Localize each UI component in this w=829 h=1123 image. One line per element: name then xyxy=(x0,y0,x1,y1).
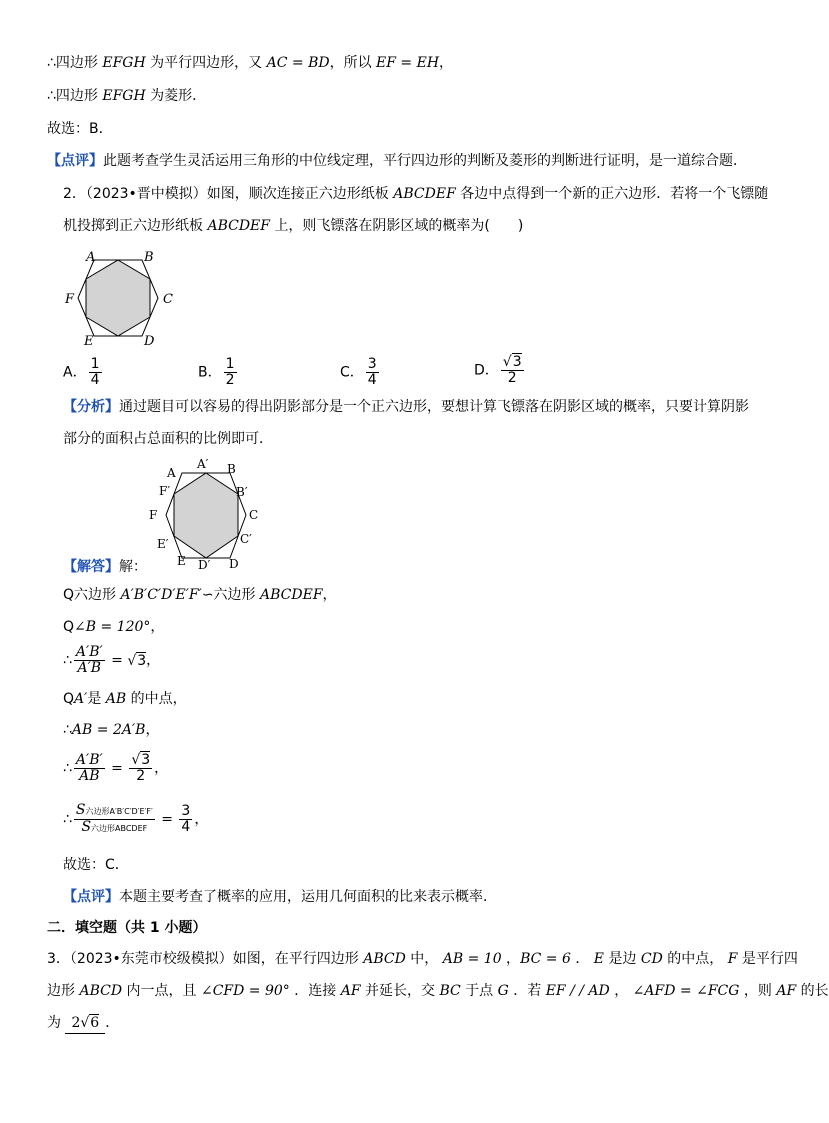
q1-line-2: ∴四边形 EFGH 为菱形． xyxy=(47,88,207,104)
label-A-prime: A′ xyxy=(197,457,209,471)
shaded-inner-hexagon xyxy=(174,473,238,558)
label-A: A xyxy=(86,250,96,265)
q2-step-4: QA′是 AB 的中点， xyxy=(63,691,187,707)
q1-comment: 【点评】此题考查学生灵活运用三角形的中位线定理，平行四边形的判断及菱形的判断进行证明，是一道综合题． xyxy=(47,153,747,169)
label-B: B xyxy=(227,462,236,476)
label-D: D xyxy=(144,334,155,349)
label-C-prime: C′ xyxy=(240,532,252,546)
hexagon-figure-1 xyxy=(60,248,180,348)
q2-step-7: ∴ $\frac{\text{S六边形A′B′C′D′E′F′}}{\text{S六边形ABCDEF}}$ = $\frac{3}{4}$ ， xyxy=(63,802,209,835)
label-F: F xyxy=(65,292,75,307)
q2-analysis-2: 部分的面积占总面积的比例即可． xyxy=(63,431,273,447)
label-C: C xyxy=(163,292,173,307)
option-c: C． $\frac{3}{4}$ xyxy=(340,356,377,388)
q3-line-3: 为 2√6 ． xyxy=(47,1013,119,1034)
label-E: E xyxy=(84,334,94,349)
label-B-prime: B′ xyxy=(236,485,248,499)
q2-answer: 故选：C． xyxy=(63,857,129,873)
q1-answer: 故选：B． xyxy=(47,121,113,137)
option-d: D． $\frac{√3}{2}$ xyxy=(474,354,522,386)
q2-comment: 【点评】本题主要考查了概率的应用，运用几何面积的比来表示概率． xyxy=(63,889,497,905)
q2-step-3: ∴ $\frac{A'B'}{A'B}$ = √3， xyxy=(63,644,161,676)
q2-stem-line-2: 机投掷到正六边形纸板 ABCDEF 上，则飞镖落在阴影区域的概率为( ) xyxy=(63,218,524,234)
section-title: 二．填空题（共 1 小题） xyxy=(47,920,207,936)
label-C: C xyxy=(249,508,259,522)
label-E: E xyxy=(177,554,186,568)
q2-step-5: ∴AB = 2A′B， xyxy=(63,722,160,738)
label-D-prime: D′ xyxy=(198,558,211,572)
q3-line-2: 边形 ABCD 内一点，且 ∠CFD = 90° ．连接 AF 并延长，交 BC 于点 G ．若 EF / / AD ， ∠AFD = ∠FCG ，则 AF 的长 xyxy=(47,983,829,999)
label-E-prime: E′ xyxy=(157,537,169,551)
label-D: D xyxy=(229,557,239,571)
q3-line-1: 3．（2023•东莞市校级模拟）如图，在平行四边形 ABCD 中， AB = 10 ，BC = 6 ． E 是边 CD 的中点， F 是平行四 xyxy=(47,951,798,967)
label-F: F xyxy=(149,508,158,522)
shaded-inner-hexagon xyxy=(86,260,150,336)
option-a: A． $\frac{1}{4}$ xyxy=(63,356,100,388)
answer-blank: 2√6 xyxy=(65,1013,105,1034)
label-B: B xyxy=(144,250,154,265)
q2-stem-line-1: 2．（2023•晋中模拟）如图，顺次连接正六边形纸板 ABCDEF 各边中点得到一个新的正六边形．若将一个飞镖随 xyxy=(63,186,769,202)
q2-step-2: Q∠B = 120°， xyxy=(63,619,165,635)
label-A: A xyxy=(167,466,176,480)
option-b: B． $\frac{1}{2}$ xyxy=(198,356,235,388)
q2-step-1: Q六边形 A′B′C′D′E′F′∽六边形 ABCDEF， xyxy=(63,587,337,603)
q2-solution-head: 【解答】解： xyxy=(63,559,147,575)
hexagon-figure-2 xyxy=(145,455,275,575)
q2-step-6: ∴ $\frac{A'B'}{AB}$ = $\frac{√3}{2}$ ， xyxy=(63,752,169,784)
q1-line-1: ∴四边形 EFGH 为平行四边形，又 AC = BD，所以 EF = EH， xyxy=(47,55,454,71)
q2-analysis-1: 【分析】通过题目可以容易的得出阴影部分是一个正六边形，要想计算飞镖落在阴影区域的概率，只要计算阴影 xyxy=(63,399,749,415)
label-F-prime: F′ xyxy=(159,484,171,498)
